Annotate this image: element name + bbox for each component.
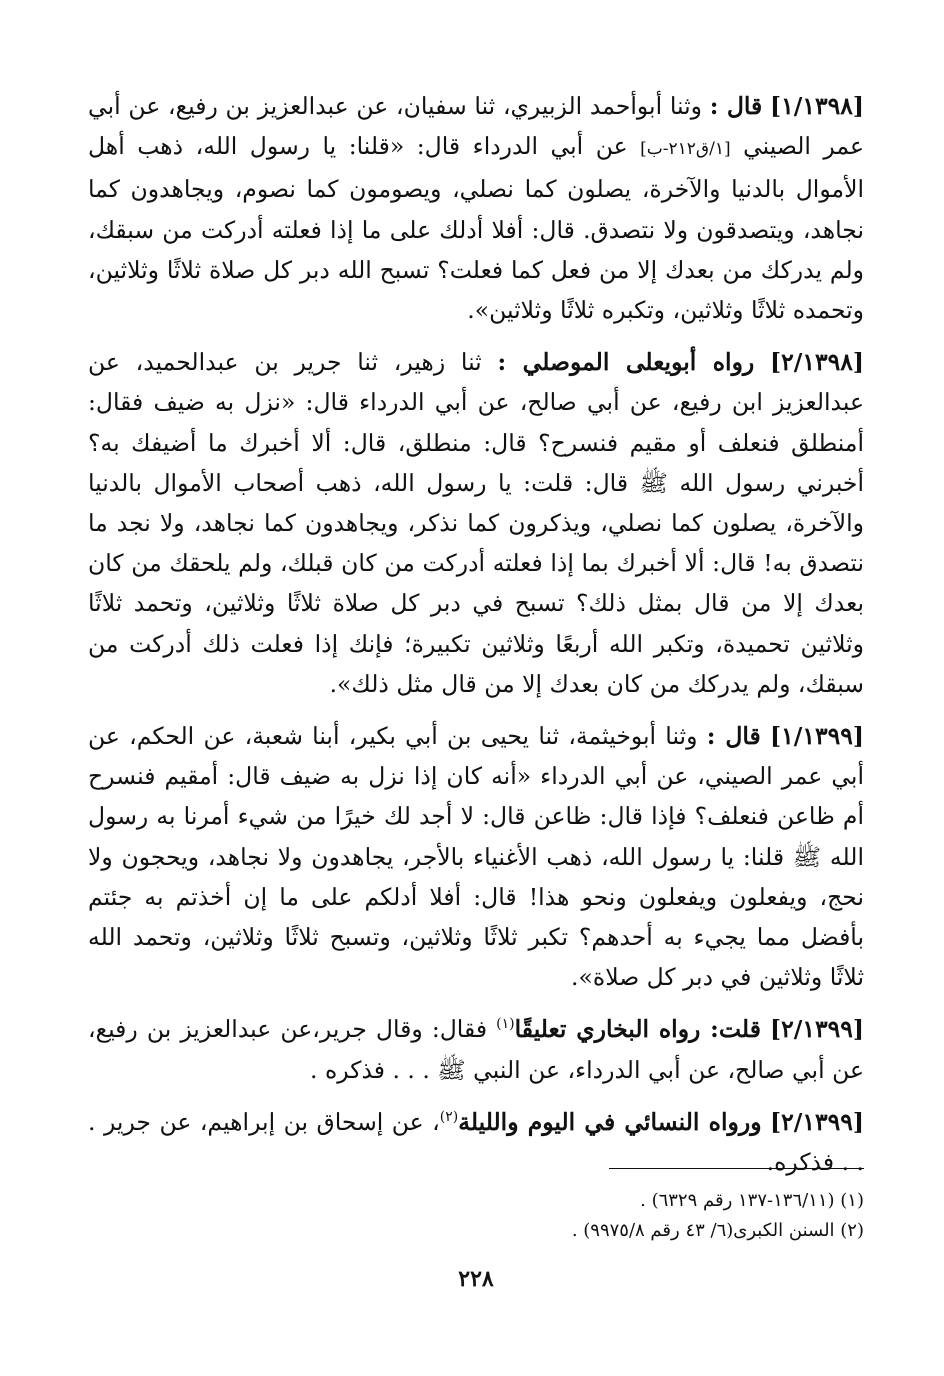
entry-reference: [٢/١٣٩٩]	[770, 1107, 864, 1136]
entry-marker: قال :	[709, 92, 763, 120]
hadith-entry-4	[88, 1009, 864, 1089]
entry-marker: قال :	[706, 722, 761, 751]
entry-text: فقال: وقال جرير،عن عبدالعزيز بن رفيع، عن أبي صالح، عن أبي الدرداء، عن النبي ﷺ . . . فذكره .	[88, 1015, 864, 1084]
entry-marker: رواه أبويعلى الموصلي :	[497, 348, 755, 377]
entry-reference: [١/١٣٩٩]	[770, 722, 864, 751]
hadith-entry-5	[88, 1102, 864, 1182]
entry-text: وثنا أبوخيثمة، ثنا يحيى بن أبي بكير، أبنا شعبة، عن الحكم، عن أبي عمر الصيني، عن أبي الدرداء «أنه كان إذا نزل به ضيف قال: أمقيم فنسرح أم ظاعن فنعلف؟ فإذا قال: ظاعن قال: لا أجد لك خيرًا من شيء أمرنا به رسول الله ﷺ قلنا: يا رسول الله، ذهب الأغنياء بالأجر، يجاهدون ولا نجاهد، ويحجون ولا نحج، ويفعلون ويفعلون ونحو هذا! قال: أفلا أدلكم على ما إن أخذتم به جئتم بأفضل مما يجيء به أحدهم؟ تكبر ثلاثًا وثلاثين، وتسبح ثلاثًا وثلاثين، وتحمد الله ثلاثًا وثلاثين في دبر كل صلاة».	[88, 722, 864, 992]
book-page	[88, 86, 864, 1346]
hadith-entry-1	[88, 86, 864, 330]
footnote-2: (٢) السنن الكبرى(٦/ ٤٣ رقم ٩٩٧٥/٨) .	[571, 1220, 864, 1241]
entry-marker: ورواه النسائي في اليوم والليلة	[458, 1107, 762, 1136]
entry-marker: قلت: رواه البخاري تعليقًا	[514, 1015, 761, 1044]
footnotes	[88, 1186, 864, 1246]
footnote-marker: (٢)	[439, 1109, 459, 1126]
entry-text: عن أبي الدرداء قال: «قلنا: يا رسول الله، ذهب أهل الأموال بالدنيا والآخرة، يصلون كما نصلي، ويصومون كما نصوم، ويجاهدون كما نجاهد، ويتصدقون ولا نتصدق. قال: أفلا أدلك على ما إذا فعلته أدركت من سبقك، ولم يدركك من بعدك إلا من فعل كما فعلت؟ تسبح الله دبر كل صلاة ثلاثًا وثلاثين، وتحمده ثلاثًا وثلاثين، وتكبره ثلاثًا وثلاثين».	[88, 132, 864, 325]
footnote-divider	[609, 1168, 864, 1169]
entry-reference: [٢/١٣٩٨]	[770, 348, 864, 377]
footnote-marker: (١)	[496, 1016, 515, 1033]
manuscript-reference: [١/ق٢١٢-ب]	[640, 139, 731, 160]
footnote-1: (١) (١٣٦/١١-١٣٧ رقم ٦٣٢٩) .	[640, 1190, 864, 1211]
entry-reference: [٢/١٣٩٩]	[770, 1015, 864, 1044]
hadith-entry-2	[88, 342, 864, 704]
entry-reference: [١/١٣٩٨]	[770, 92, 864, 120]
page-number: ٢٢٨	[458, 1266, 494, 1292]
hadith-entry-3	[88, 716, 864, 997]
entry-text: وثنا أبوأحمد الزبيري، ثنا سفيان، عن عبدالعزيز بن رفيع، عن أبي عمر الصيني	[88, 92, 865, 161]
entry-text: ثنا زهير، ثنا جرير بن عبدالحميد، عن عبدالعزيز ابن رفيع، عن أبي صالح، عن أبي الدرداء قال: «نزل به ضيف فقال: أمنطلق فنعلف أو مقيم فنسرح؟ قال: منطلق، قال: ألا أخبرك ما أضيفك به؟ أخبرني رسول الله ﷺ قال: قلت: يا رسول الله، ذهب أصحاب الأموال بالدنيا والآخرة، يصلون كما نصلي، ويذكرون كما نذكر، ويجاهدون كما نجاهد، ولا نجد ما نتصدق به! قال: ألا أخبرك بما إذا فعلته أدركت من كان قبلك، ولم يلحقك من كان بعدك إلا من قال بمثل ذلك؟ تسبح في دبر كل صلاة ثلاثًا وثلاثين، وتحمد ثلاثًا وثلاثين تحميدة، وتكبر الله أربعًا وثلاثين تكبيرة؛ فإنك إذا فعلت ذلك أدركت من سبقك، ولم يدركك من كان بعدك إلا من قال مثل ذلك».	[88, 348, 864, 698]
entry-text: ، عن إسحاق بن إبراهيم، عن جرير . . . فذكره.	[88, 1107, 864, 1177]
